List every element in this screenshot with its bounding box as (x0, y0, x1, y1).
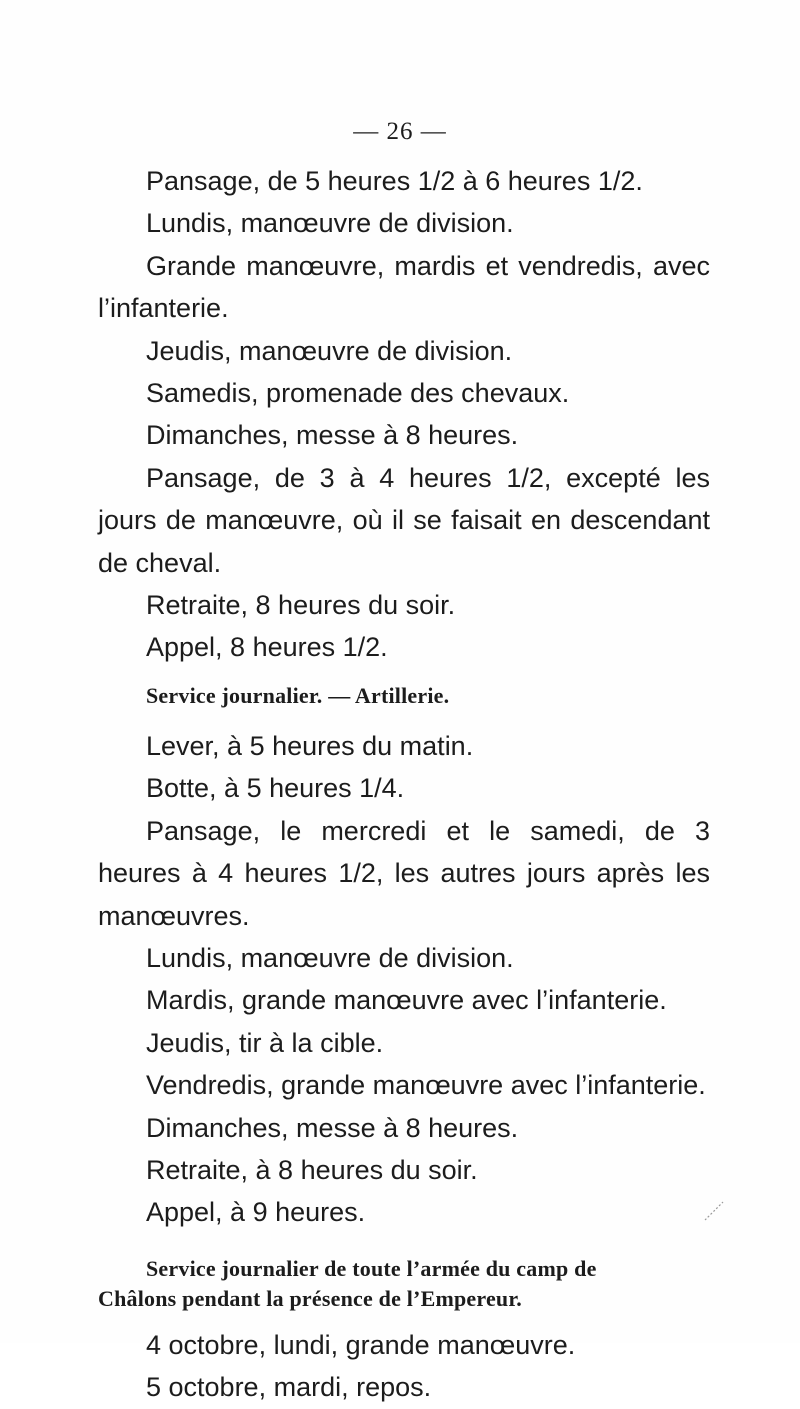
army-heading-line: Service journalier de toute l’armée du camp de (146, 1255, 597, 1281)
schedule-line: Botte, à 5 heures 1/4. (146, 773, 405, 804)
army-heading-line: Châlons pendant la présence de l’Empereur. (98, 1285, 522, 1311)
schedule-line: Pansage, le mercredi et le samedi, de 3 heures à 4 heures 1/2, les autres jours après les manœuvres. (98, 815, 710, 931)
artillery-schedule (98, 725, 710, 1234)
schedule-line: Lundis, manœuvre de division. (146, 942, 514, 973)
schedule-line: Jeudis, tir à la cible. (146, 1027, 384, 1058)
schedule-line: Dimanches, messe à 8 heures. (146, 420, 519, 451)
schedule-line: Samedis, promenade des chevaux. (146, 378, 570, 409)
page-number: — 26 — (353, 118, 447, 145)
artillery-heading: Service journalier. — Artillerie. (146, 682, 450, 708)
schedule-line: Lever, à 5 heures du matin. (146, 730, 474, 761)
schedule-line: Retraite, à 8 heures du soir. (146, 1154, 478, 1185)
schedule-line: Vendredis, grande manœuvre avec l’infanterie. (146, 1070, 706, 1101)
schedule-line: Lundis, manœuvre de division. (146, 208, 514, 239)
army-heading (98, 1254, 710, 1314)
cavalry-schedule (98, 160, 710, 669)
schedule-line: Grande manœuvre, mardis et vendredis, avec l’infanterie. (98, 250, 710, 324)
schedule-line: Retraite, 8 heures du soir. (146, 590, 456, 621)
schedule-line: Appel, à 9 heures. (146, 1197, 366, 1228)
schedule-line: Appel, 8 heures 1/2. (146, 632, 388, 663)
schedule-line: Dimanches, messe à 8 heures. (146, 1112, 519, 1143)
schedule-line: Pansage, de 3 à 4 heures 1/2, excepté les jours de manœuvre, où il se faisait en descendant de cheval. (98, 462, 710, 578)
schedule-line: Pansage, de 5 heures 1/2 à 6 heures 1/2. (146, 166, 643, 196)
schedule-line: 5 octobre, mardi, repos. (146, 1372, 432, 1403)
pencil-mark-icon (703, 1200, 725, 1222)
schedule-line: 4 octobre, lundi, grande manœuvre. (146, 1329, 576, 1360)
schedule-line: Jeudis, manœuvre de division. (146, 335, 513, 366)
army-schedule (98, 1324, 710, 1409)
text-column (98, 160, 710, 1409)
schedule-line: Mardis, grande manœuvre avec l’infanterie. (146, 985, 667, 1016)
